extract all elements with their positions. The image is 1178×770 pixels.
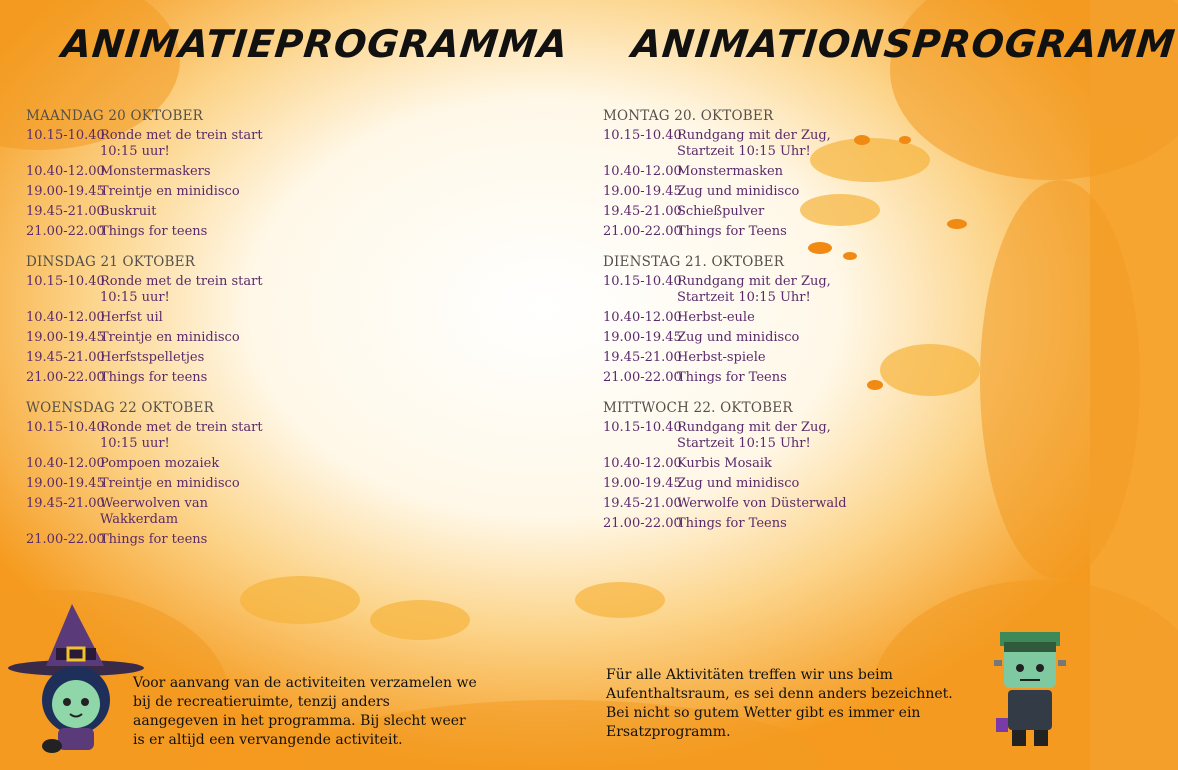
schedule-row [603,128,853,160]
frankenstein-icon [990,630,1070,750]
schedule-row [26,476,276,492]
schedule-row [26,420,276,452]
activity: Treintje en minidisco [100,184,240,199]
activity: Werwolfe von Düsterwald [677,496,847,511]
witch-icon [6,604,146,754]
schedule-row [603,184,853,200]
time-slot: 19.45-21.00 [26,350,105,365]
schedule-row [26,496,276,528]
schedule-row [26,350,276,366]
day-title: WOENSDAG 22 OKTOBER [26,400,214,416]
activity: Rundgang mit der Zug, Startzeit 10:15 Uhr! [677,420,831,451]
activity: Things for Teens [677,370,787,385]
activity: Zug und minidisco [677,476,800,491]
dutch-note: Voor aanvang van de activiteiten verzamelen we bij de recreatieruimte, tenzij anders aangegeven in het programma. Bij slecht weer is er altijd een vervangende activiteit. [133,675,477,748]
activity: Monstermasken [677,164,784,179]
time-slot: 19.45-21.00 [603,496,682,511]
time-slot: 10.15-10.40 [26,274,105,289]
schedule-row [603,350,853,366]
day-block [603,108,853,240]
time-slot: 19.45-21.00 [603,204,682,219]
schedule-row [603,496,853,512]
schedule-row [603,224,853,240]
activity: Things for teens [100,224,208,239]
time-slot: 19.00-19.45 [603,330,682,345]
time-slot: 19.45-21.00 [603,350,682,365]
schedule-row [26,204,276,220]
activity: Herfstspelletjes [100,350,205,365]
schedule-row [603,456,853,472]
animatieprogramma-title: ANIMATIEPROGRAMMA [59,22,571,66]
time-slot: 21.00-22.00 [26,532,105,547]
day-title: DIENSTAG 21. OKTOBER [603,254,785,270]
day-title: MITTWOCH 22. OKTOBER [603,400,793,416]
schedule-row [26,164,276,180]
activity: Ronde met de trein start 10:15 uur! [100,274,263,305]
day-block [603,400,853,532]
schedule-row [603,420,853,452]
activity: Things for teens [100,370,208,385]
activity: Things for teens [100,532,208,547]
time-slot: 10.40-12.00 [603,164,682,179]
activity: Schießpulver [677,204,765,219]
day-title: MAANDAG 20 OKTOBER [26,108,204,124]
time-slot: 21.00-22.00 [603,516,682,531]
day-block [603,254,853,386]
time-slot: 10.40-12.00 [603,456,682,471]
activity: Treintje en minidisco [100,330,240,345]
activity: Kurbis Mosaik [677,456,772,471]
time-slot: 10.15-10.40 [603,420,682,435]
activity: Pompoen mozaiek [100,456,220,471]
activity: Herbst-spiele [677,350,766,365]
activity: Ronde met de trein start 10:15 uur! [100,420,263,451]
day-title: DINSDAG 21 OKTOBER [26,254,196,270]
day-block [26,108,276,240]
time-slot: 21.00-22.00 [603,370,682,385]
schedule-row [603,204,853,220]
schedule-row [603,476,853,492]
time-slot: 10.15-10.40 [26,128,105,143]
schedule-row [603,516,853,532]
activity: Ronde met de trein start 10:15 uur! [100,128,263,159]
schedule-row [26,456,276,472]
time-slot: 19.45-21.00 [26,204,105,219]
activity: Rundgang mit der Zug, Startzeit 10:15 Uhr! [677,128,831,159]
german-schedule [603,108,853,546]
schedule-row [26,532,276,548]
activity: Treintje en minidisco [100,476,240,491]
schedule-row [603,310,853,326]
time-slot: 21.00-22.00 [603,224,682,239]
activity: Herbst-eule [677,310,755,325]
time-slot: 10.40-12.00 [26,310,105,325]
schedule-row [26,224,276,240]
schedule-row [26,370,276,386]
time-slot: 19.00-19.45 [26,476,105,491]
time-slot: 19.00-19.45 [603,184,682,199]
time-slot: 19.00-19.45 [26,184,105,199]
activity: Things for Teens [677,224,787,239]
activity: Zug und minidisco [677,184,800,199]
activity: Buskruit [100,204,157,219]
time-slot: 10.15-10.40 [26,420,105,435]
animationsprogramm-title: ANIMATIONSPROGRAMM [629,22,1178,66]
activity: Weerwolven van Wakkerdam [100,496,209,527]
time-slot: 21.00-22.00 [26,370,105,385]
schedule-row [603,274,853,306]
time-slot: 21.00-22.00 [26,224,105,239]
schedule-row [603,330,853,346]
schedule-row [26,184,276,200]
day-block [26,400,276,548]
time-slot: 19.45-21.00 [26,496,105,511]
schedule-row [26,128,276,160]
time-slot: 10.15-10.40 [603,128,682,143]
day-title: MONTAG 20. OKTOBER [603,108,774,124]
activity: Zug und minidisco [677,330,800,345]
time-slot: 10.40-12.00 [603,310,682,325]
activity: Monstermaskers [100,164,211,179]
activity: Rundgang mit der Zug, Startzeit 10:15 Uhr! [677,274,831,305]
schedule-row [603,370,853,386]
german-note: Für alle Aktivitäten treffen wir uns beim Aufenthaltsraum, es sei denn anders bezeichnet. Bei nicht so gutem Wetter gibt es immer ein Ersatzprogramm. [606,667,953,740]
time-slot: 19.00-19.45 [26,330,105,345]
time-slot: 10.40-12.00 [26,164,105,179]
time-slot: 10.15-10.40 [603,274,682,289]
time-slot: 19.00-19.45 [603,476,682,491]
day-block [26,254,276,386]
schedule-row [603,164,853,180]
schedule-row [26,274,276,306]
time-slot: 10.40-12.00 [26,456,105,471]
dutch-schedule [26,108,276,562]
schedule-row [26,310,276,326]
schedule-row [26,330,276,346]
activity: Things for Teens [677,516,787,531]
activity: Herfst uil [100,310,163,325]
